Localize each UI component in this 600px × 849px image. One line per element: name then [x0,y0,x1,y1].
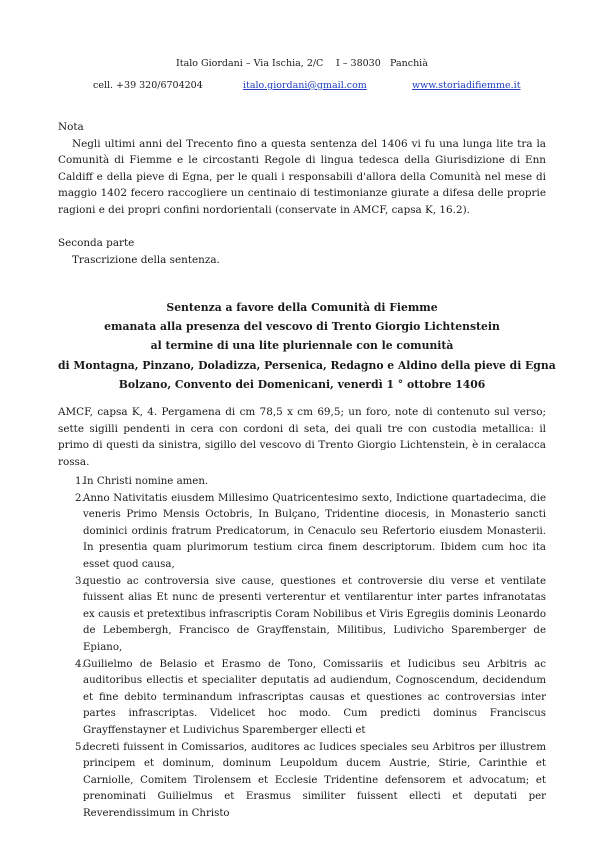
list-item [58,574,546,657]
item-text: decreti fuissent in Comissarios, auditores ac Iudices speciales seu Arbitros per illustrem principem et dominum, dominum Leupoldum ducem Austrie, Stirie, Carinthie et Carniolle, Comitem Tirolensem et Ecclesie Tridentine defensorem et advocatum; et prenominati Guilielmus et Erasmus similiter fuissent ellecti et deputati per Reverendissimum in Christo [83,741,546,819]
title-line-4: di Montagna, Pinzano, Doladizza, Persenica, Redagno e Aldino della pieve di Egna [58,358,556,372]
item-number: 3. [75,575,85,587]
list-item [58,474,546,491]
seconda-heading: Seconda parte [58,237,135,249]
website-link[interactable]: www.storiadifiemme.it [412,80,521,91]
phone: cell. +39 320/6704204 [93,80,203,91]
archival-description: AMCF, capsa K, 4. Pergamena di cm 78,5 x cm 69,5; un foro, note di contenuto sul verso; sette sigilli pendenti in cera con cordoni di seta, dei quali tre con custodia metallica: il primo di questi da sinistra, sigillo del vescovo di Trento Giorgio Lichtenstein, è in ceralacca rossa. [58,406,546,468]
list-item [58,657,546,740]
item-number: 1. [75,476,85,487]
title-line-2: emanata alla presenza del vescovo di Trento Giorgio Lichtenstein [104,320,500,334]
item-number: 4. [75,658,85,670]
seconda-section [58,235,546,268]
seconda-text: Trascrizione della sentenza. [72,253,220,266]
list-item [58,491,546,574]
town: Panchià [390,58,428,69]
author-address: Italo Giordani – Via Ischia, 2/C [176,58,324,69]
email-link[interactable]: italo.giordani@gmail.com [243,80,367,91]
title-line-3: al termine di una lite pluriennale con le comunità [150,339,454,353]
item-number: 5. [75,741,85,753]
nota-section [58,119,546,218]
document-title [58,298,556,394]
transcription-list [58,474,546,822]
title-line-5: Bolzano, Convento dei Domenicani, venerdì 1 ° ottobre 1406 [118,377,486,391]
item-text: questio ac controversia sive cause, questiones et controversie diu verse et ventilate fuissent alias Et nunc de presenti verterentur et ventilarentur inter partes infranotatas ex causis et pretextibus infrascriptis Coram Nobilibus et Viris Egregiis dominis Leonardo de Lebembergh, Francisco de Grayffenstain, Militibus, Ludivicho Sparemberger de Epiano, [83,575,546,653]
postcode: I – 38030 [336,58,381,69]
list-item [58,740,546,823]
title-line-1: Sentenza a favore della Comunità di Fiemme [166,301,438,314]
item-number: 2. [75,492,85,504]
nota-text: Negli ultimi anni del Trecento fino a questa sentenza del 1406 vi fu una lunga lite tra la Comunità di Fiemme e le circostanti Regole di lingua tedesca della Giurisdizione di Enn Caldiff e della pieve di Egna, per le quali i responsabili d'allora della Comunità nel mese di maggio 1402 fecero raccogliere un centinaio di testimonianze giurate a difesa delle proprie ragioni e dei propri confini nordorientali (conservate in AMCF, capsa K, 16.2). [58,137,546,216]
item-text: Anno Nativitatis eiusdem Millesimo Quatricentesimo sexto, Indictione quartadecima, die veneris Primo Mensis Octobris, In Bulçano, Tridentine diocesis, in Monasterio sancti dominici ordinis fratrum Predicatorum, in Cenaculo seu Refertorio eiusdem Monasterii. In presentia quam plurimorum testium circa finem descriptorum. Ibidem cum hoc ita esset quod causa, [83,492,546,570]
item-text: Guilielmo de Belasio et Erasmo de Tono, Comissariis et Iudicibus seu Arbitris ac auditoribus ellectis et specialiter deputatis ad audiendum, Cognoscendum, decidendum et fine debito terminandum infrascriptas causas et questiones ac controversias inter partes infrascriptas. Videlicet hoc modo. Cum predicti dominus Franciscus Grayffenstayner et Ludivichus Sparemberger ellecti et [83,658,546,736]
item-text: In Christi nomine amen. [83,476,209,487]
nota-heading: Nota [58,121,84,133]
